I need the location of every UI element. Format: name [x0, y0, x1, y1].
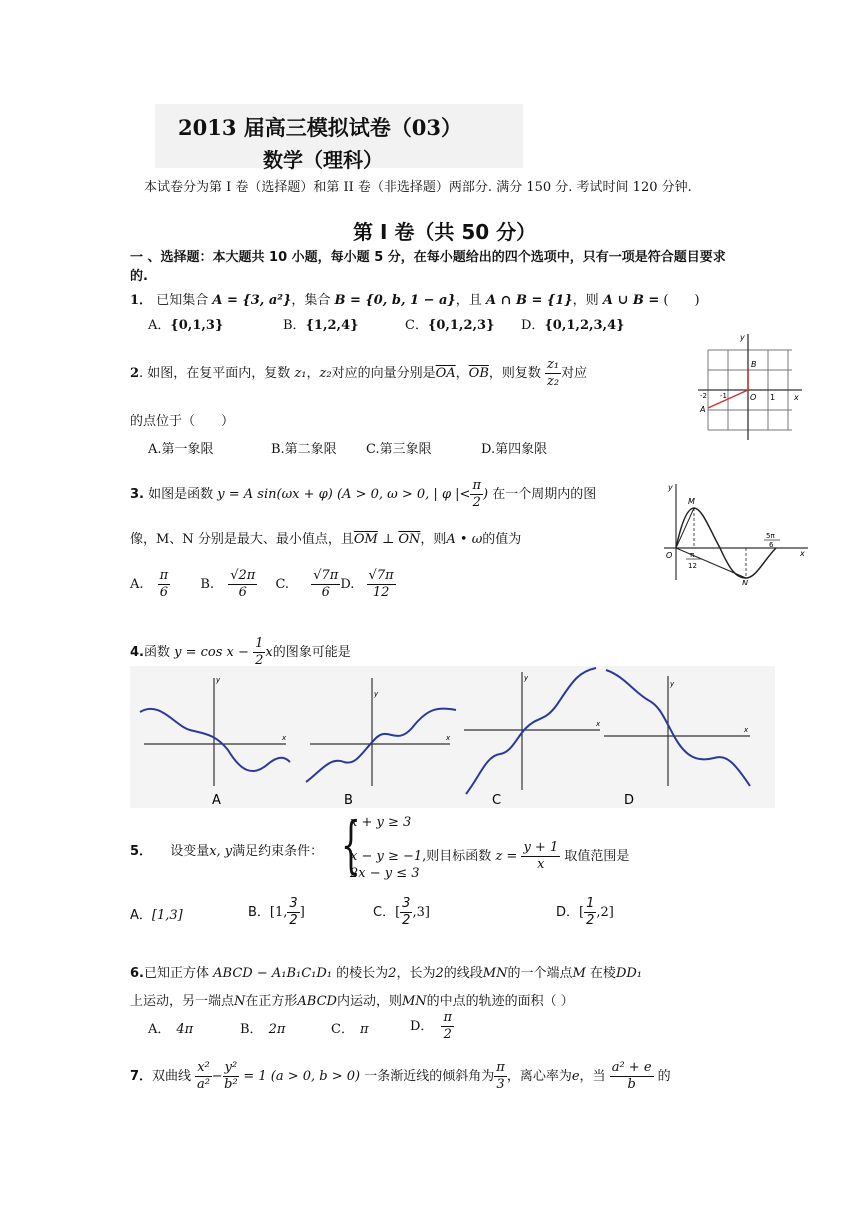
q2-frac-num: z₁ [547, 357, 560, 372]
q3-text-b: 在一个周期内的图 [492, 487, 597, 502]
q6-opt-a-wrap [148, 1018, 193, 1037]
q3-number: 3. [130, 487, 144, 502]
q7-text-a: 双曲线 [152, 1069, 192, 1084]
q7-f2-den: b² [224, 1077, 238, 1092]
q5-opt-c-post: ,3] [412, 905, 430, 920]
q7-f4-den: b [627, 1077, 636, 1092]
q3-m-label: M [688, 497, 695, 506]
q3-func: y = A sin(ωx + φ) [217, 487, 333, 502]
q6-opt-b-label: B． [240, 1022, 263, 1037]
q1-text-d: ，则 [572, 293, 599, 308]
q3-text-a: 如图是函数 [148, 487, 214, 502]
q3-opt-d-num: √7π [368, 568, 394, 583]
q6-opt-a-label: A． [148, 1022, 171, 1037]
q3-opt-d [367, 568, 396, 601]
q6-mn: MN [482, 966, 508, 981]
q4-frac-num: 1 [255, 636, 264, 651]
q5-z-den: x [537, 857, 545, 872]
q6-line2 [130, 990, 574, 1009]
q2-b-label: B [751, 360, 757, 369]
q7-f4-num: a² + e [611, 1060, 652, 1075]
q3-on-line [676, 548, 746, 578]
q6-opt-c-wrap [331, 1018, 369, 1037]
section-heading: 一 、选择题：本大题共 10 小题，每小题 5 分，在每小题给出的四个选项中，只有一项是符合题目要求的. [130, 250, 726, 284]
q6-opt-a: 4π [176, 1022, 194, 1037]
svg-text:y: y [216, 676, 221, 684]
q4-frac-den: 2 [255, 653, 264, 668]
q2-m2-label: -2 [700, 392, 707, 400]
q4-label-d: D [624, 793, 635, 808]
q5-opt-a: [1,3] [151, 908, 183, 923]
q2-opt-c: C.第三象限 [366, 442, 432, 457]
svg-text:y: y [670, 680, 675, 688]
q3-opt-a-num: π [159, 568, 169, 583]
q6-number: 6. [130, 966, 144, 981]
q2-z2: z₂ [319, 366, 332, 381]
q7-text-d: ，当 [579, 1069, 606, 1084]
q5-opt-c-num: 3 [402, 896, 411, 911]
q4-label-a: A [212, 793, 221, 808]
q3-x-label: x [800, 549, 805, 558]
q4-graph-a [140, 676, 290, 808]
q5-opt-b-num: 3 [289, 896, 298, 911]
q3-aw: A • ω [446, 532, 483, 547]
q5-brace: { [341, 808, 361, 881]
q2-a-label: A [700, 405, 706, 414]
q5-opt-c-label: C． [373, 905, 396, 920]
q5-vars: x, y [209, 844, 233, 859]
q6-two: 2 [388, 966, 397, 981]
q5-opt-d-num: 1 [586, 896, 595, 911]
q3-opt-c-den: 6 [321, 585, 330, 600]
q1-opt-c-wrap [405, 314, 494, 333]
q3-opt-c [311, 568, 340, 601]
q1-cond: A ∩ B = {1} [485, 293, 573, 308]
q7-e: e [571, 1069, 580, 1084]
q3-y-label: y [668, 483, 673, 492]
q1-set-b: B = {0, b, 1 − a} [334, 293, 456, 308]
q6-two2: 2 [435, 966, 444, 981]
q6-m: M [572, 966, 586, 981]
q6-opt-d-frac [441, 1010, 454, 1043]
q4-number: 4. [130, 645, 144, 660]
svg-text:x: x [446, 734, 451, 742]
q7-frac-3 [494, 1060, 507, 1093]
q6-opt-b: 2π [268, 1022, 286, 1037]
question-5 [130, 840, 323, 859]
q3-sine-figure [652, 480, 810, 585]
q3-o-label: O [666, 551, 673, 560]
q6-opt-d-den: 2 [443, 1027, 452, 1042]
q5-opt-b-den: 2 [289, 913, 298, 928]
q2-opt-d: D.第四象限 [481, 442, 548, 457]
q5-opt-b-pre: [1, [269, 905, 288, 920]
q2-frac-den: z₂ [547, 374, 560, 389]
q3-options [130, 568, 396, 601]
q1-opt-b-label: B． [283, 318, 306, 333]
question-6 [130, 962, 642, 981]
q5-opt-d-label: D． [556, 905, 580, 920]
q5-opt-d-wrap [556, 896, 614, 929]
q7-f1-num: x² [197, 1060, 210, 1075]
q6-cube: ABCD − A₁B₁C₁D₁ [213, 966, 333, 981]
q4-c-curve [466, 668, 596, 794]
q4-frac [253, 636, 265, 669]
q7-f3-den: 3 [496, 1077, 505, 1092]
q6-line2-c: 内运动，则 [336, 994, 402, 1009]
q4-d-curve [606, 670, 750, 786]
q6-opt-d-label: D． [410, 1019, 434, 1034]
q2-opt-a: A.第一象限 [148, 442, 214, 457]
question-1 [130, 289, 700, 308]
q4-b-curve [306, 709, 456, 782]
q1-opt-d-wrap [521, 314, 625, 333]
q5-number: 5． [130, 844, 153, 859]
q6-opt-b-wrap [240, 1018, 285, 1037]
q3-opt-d-label: D. [340, 577, 355, 592]
svg-text:x: x [596, 720, 601, 728]
q1-opt-d-label: D． [521, 318, 545, 333]
q5-opt-c-frac [400, 896, 412, 929]
q4-a-curve [140, 709, 290, 771]
part-title: 第 I 卷（共 50 分） [353, 220, 537, 244]
q3-opt-d-den: 12 [372, 585, 390, 600]
q5-opt-b-post: ] [299, 905, 305, 920]
q7-text-e: 的 [657, 1069, 671, 1084]
q5-constraint-2: x − y ≥ −1 [350, 849, 423, 864]
q6-line2-a: 上运动，另一端点 [130, 994, 235, 1009]
q4-text-a: 函数 [143, 645, 170, 660]
q3-opt-c-num: √7π [313, 568, 339, 583]
q2-oa: $\overline{OA}$ [435, 366, 456, 381]
q4-graphs-figure [130, 666, 775, 808]
q6-opt-d-num: π [443, 1010, 452, 1025]
q5-text-c: 取值范围是 [564, 849, 630, 864]
q6-abcd: ABCD [297, 994, 337, 1009]
q3-line2-b: ，则 [420, 532, 447, 547]
q1-opt-a: {0,1,3} [170, 318, 224, 333]
q3-5pi-label: 5π [766, 532, 775, 540]
q3-n-label: N [742, 579, 748, 585]
q5-text-b: 满足约束条件： [232, 844, 324, 859]
svg-text:x: x [282, 734, 287, 742]
q3-perp: ⊥ [381, 532, 395, 547]
q5-opt-c-den: 2 [402, 913, 411, 928]
q1-number: 1． [130, 293, 153, 308]
exam-subtitle: 数学（理科） [263, 148, 383, 172]
q2-text-d: 对应 [561, 366, 588, 381]
q7-frac-4 [610, 1060, 654, 1093]
q4-graph-d [604, 670, 750, 808]
q3-opt-a-den: 6 [159, 585, 169, 600]
q7-f3-num: π [496, 1060, 505, 1075]
q1-text-c: ，且 [455, 293, 482, 308]
svg-text:y: y [374, 690, 379, 698]
q3-pi-label: π [690, 551, 695, 559]
q5-constraint-3: 2x − y ≤ 3 [350, 866, 420, 881]
q3-line2-a: 像，M、N 分别是最大、最小值点，且 [130, 532, 354, 547]
q2-text-b: 对应的向量分别是 [331, 366, 436, 381]
q6-text-d: 的线段 [443, 966, 483, 981]
q1-opt-c: {0,1,2,3} [427, 318, 495, 333]
q6-opt-c-label: C． [331, 1022, 354, 1037]
q6-line2-b: 在正方形 [245, 994, 298, 1009]
q1-opt-b: {1,2,4} [305, 318, 359, 333]
q6-mn2: MN [401, 994, 427, 1009]
q1-paren: ( ) [663, 293, 700, 308]
question-4 [130, 636, 351, 669]
q3-line2-c: 的值为 [482, 532, 522, 547]
q3-opt-b-label: B. [200, 577, 215, 592]
q5-opt-b-frac [287, 896, 299, 929]
q3-opt-b [228, 568, 257, 601]
q3-om: $\overline{OM}$ [353, 532, 378, 547]
q5-opt-a-label: A． [130, 908, 152, 923]
q1-text-a: 已知集合 [156, 293, 209, 308]
q4-graph-c [464, 668, 601, 808]
q4-label-b: B [344, 793, 353, 808]
q3-opt-a-label: A. [130, 577, 144, 592]
q5-text-a: 设变量 [170, 844, 210, 859]
q1-opt-a-label: A． [148, 318, 171, 333]
exam-intro: 本试卷分为第 I 卷（选择题）和第 II 卷（非选择题）两部分. 满分 150 分. 考试时间 120 分钟. [144, 180, 692, 195]
q2-text-a: . 如图，在复平面内，复数 [139, 366, 291, 381]
q2-z1: z₁ [294, 366, 307, 381]
q4-func-a: y = cos x − [174, 645, 249, 660]
q3-cond-frac-num: π [472, 478, 481, 493]
q7-number: 7． [130, 1069, 153, 1084]
q7-f1-den: a² [196, 1077, 210, 1092]
q3-cond-frac [470, 478, 483, 511]
q1-ask: A ∪ B = [602, 293, 660, 308]
q3-opt-a [158, 568, 171, 601]
q6-text-f: 在棱 [589, 966, 616, 981]
q7-frac-2 [223, 1060, 240, 1093]
q2-m1-label: -1 [720, 392, 727, 400]
q2-comma: ， [455, 366, 469, 381]
q5-opt-b-wrap [248, 896, 305, 929]
q7-minus: − [211, 1069, 223, 1084]
q2-x-label: x [794, 393, 799, 402]
q6-line2-d: 的中点的轨迹的面积（ ） [426, 994, 574, 1009]
q6-text-c: ，长为 [396, 966, 436, 981]
q2-complex-plane-figure [694, 330, 806, 442]
q7-eq: = 1 (a > 0, b > 0) [243, 1069, 361, 1084]
question-2 [130, 357, 587, 390]
q4-graph-b [306, 678, 456, 808]
q3-cond: (A > 0, ω > 0, | φ |< [336, 487, 471, 502]
q3-on: $\overline{ON}$ [398, 532, 421, 547]
question-3 [130, 478, 596, 511]
q2-text-c: ，则复数 [488, 366, 541, 381]
q3-line2 [130, 528, 521, 547]
q1-options [148, 314, 223, 333]
q6-text-e: 的一个端点 [507, 966, 573, 981]
svg-text:y: y [524, 674, 529, 682]
q6-n: N [234, 994, 246, 1009]
q4-func-b: x [265, 645, 273, 660]
q3-twelve-label: 12 [688, 562, 697, 570]
q6-dd1: DD₁ [615, 966, 642, 981]
q6-text-a: 已知正方体 [143, 966, 209, 981]
q2-ob: $\overline{OB}$ [468, 366, 489, 381]
q5-c2-tail: ,则目标函数 [422, 849, 492, 864]
q2-fraction [545, 357, 561, 390]
q5-z-frac [521, 840, 560, 873]
q5-constraint-1: x + y ≥ 3 [350, 815, 412, 830]
q5-z-eq: z = [495, 849, 518, 864]
q5-opt-d-post: ,2] [596, 905, 614, 920]
q5-opt-d-frac [584, 896, 596, 929]
exam-title: 2013 届高三模拟试卷（03） [178, 115, 462, 140]
q3-cond-frac-den: 2 [472, 495, 481, 510]
svg-text:x: x [744, 726, 749, 734]
q2-sep: ， [306, 366, 320, 381]
q1-opt-b-wrap [283, 314, 358, 333]
q3-om-line [676, 508, 694, 548]
q7-text-c: ，离心率为 [506, 1069, 572, 1084]
q7-frac-1 [195, 1060, 212, 1093]
q5-z-num: y + 1 [523, 840, 559, 855]
q1-text-b: ，集合 [291, 293, 331, 308]
q3-opt-b-num: √2π [230, 568, 256, 583]
q3-opt-b-den: 6 [238, 585, 247, 600]
q2-y-label: y [740, 333, 745, 342]
q3-cond-end: ) [483, 487, 489, 502]
q5-opt-d-pre: [ [579, 905, 585, 920]
q2-number: 2 [130, 366, 140, 381]
q5-opt-d-den: 2 [586, 913, 595, 928]
q6-text-b: 的棱长为 [336, 966, 389, 981]
q1-opt-c-label: C． [405, 318, 428, 333]
q5-opt-a-wrap [130, 904, 183, 923]
q7-text-b: 一条渐近线的倾斜角为 [364, 1069, 495, 1084]
q3-opt-c-label: C. [275, 577, 290, 592]
q7-f2-num: y² [224, 1060, 238, 1075]
q4-text-b: 的图象可能是 [272, 645, 351, 660]
q2-o-label: O [750, 393, 757, 402]
q3-six-label: 6 [769, 541, 774, 549]
q6-opt-d-wrap [410, 1010, 454, 1043]
q5-opt-b-label: B． [248, 905, 270, 920]
q1-set-a: A = {3, a²} [212, 293, 292, 308]
question-7 [130, 1060, 671, 1093]
q5-opt-c-wrap [373, 896, 430, 929]
q6-opt-c: π [359, 1022, 369, 1037]
q2-line2: 的点位于（ ） [130, 414, 235, 429]
q4-label-c: C [492, 793, 502, 808]
q2-one-label: 1 [770, 393, 776, 402]
q5-opt-c-pre: [ [395, 905, 401, 920]
q2-opt-b: B.第二象限 [271, 442, 337, 457]
q1-opt-d: {0,1,2,3,4} [544, 318, 625, 333]
